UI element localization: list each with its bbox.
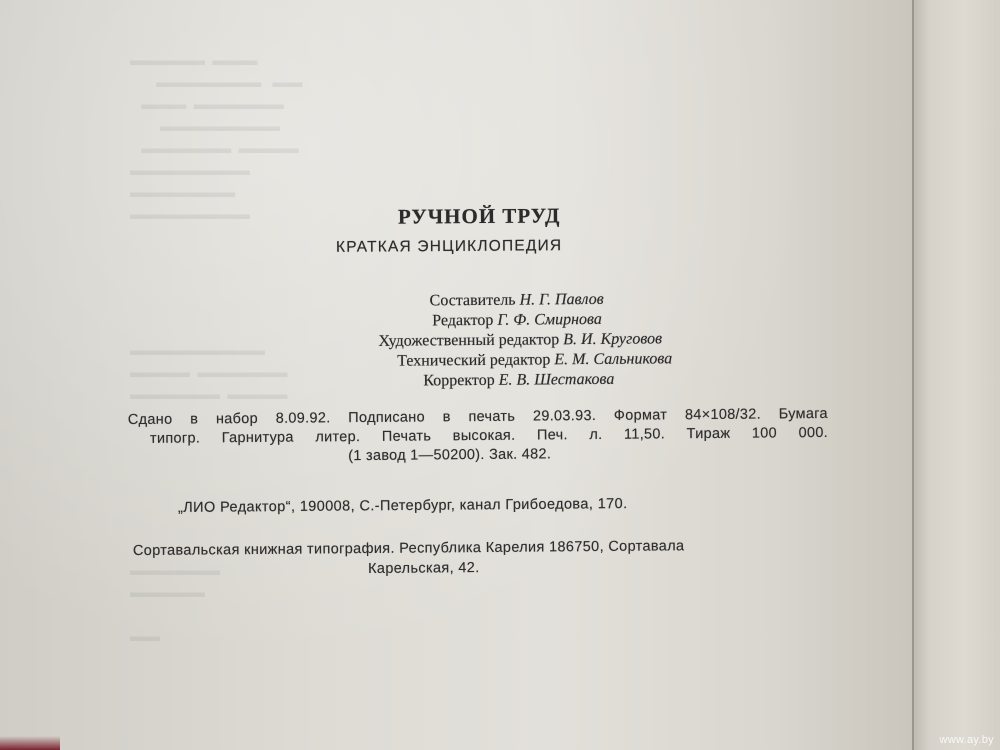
credit-person: Е. В. Шестакова: [498, 370, 615, 389]
book-title: РУЧНОЙ ТРУД: [397, 203, 561, 229]
credit-person: В. И. Круговов: [563, 330, 663, 349]
show-through-text: ▬▬▬▬▬▬ ▬▬▬▬▬ ▬▬: [130, 563, 220, 645]
imprint-line: типогр. Гарнитура литер. Печать высокая. Печ. л. 11,50. Тираж 100 000.: [149, 424, 829, 447]
credit-person: Е. М. Сальникова: [554, 350, 673, 369]
credit-role: Редактор: [432, 311, 494, 330]
credit-proofreader: [262, 370, 614, 393]
show-through-text: ▬▬▬▬▬ ▬▬▬ ▬▬▬▬▬▬▬ ▬▬ ▬▬▬ ▬▬▬▬▬▬ ▬▬▬▬▬▬▬▬ ▬▬▬▬▬▬ ▬▬▬▬ ▬▬▬▬▬▬▬▬ ▬▬▬▬▬▬▬ ▬▬▬▬▬▬▬▬: [130, 53, 303, 223]
printer-line: Карельская, 42.: [368, 560, 480, 578]
printer-line: Сортавальская книжная типография. Республика Карелия 186750, Сортавала: [132, 538, 685, 560]
credit-role: Составитель: [429, 291, 516, 310]
publisher-address: „ЛИО Редактор“, 190008, С.-Петербург, канал Грибоедова, 170.: [177, 496, 628, 516]
credit-person: Г. Ф. Смирнова: [497, 310, 602, 329]
printer-address: [133, 535, 833, 581]
credit-role: Технический редактор: [397, 351, 551, 370]
facing-page-edge: [912, 0, 1000, 750]
cover-corner: [0, 736, 60, 750]
credit-role: Корректор: [423, 371, 495, 390]
print-imprint: [128, 405, 828, 468]
book-subtitle: КРАТКАЯ ЭНЦИКЛОПЕДИЯ: [335, 237, 563, 256]
credit-role: Художественный редактор: [378, 331, 560, 350]
imprint-line: (1 завод 1—50200). Зак. 482.: [348, 446, 552, 465]
credit-person: Н. Г. Павлов: [519, 290, 604, 309]
show-through-text: ▬▬▬▬▬▬▬▬▬ ▬▬▬▬ ▬▬▬▬▬▬ ▬▬▬▬▬▬ ▬▬▬▬: [130, 343, 288, 403]
site-watermark: www.ay.by: [939, 734, 994, 746]
credits-block: [262, 289, 683, 393]
imprint-line: Сдано в набор 8.09.92. Подписано в печать 29.03.93. Формат 84×108/32. Бумага: [127, 405, 828, 429]
